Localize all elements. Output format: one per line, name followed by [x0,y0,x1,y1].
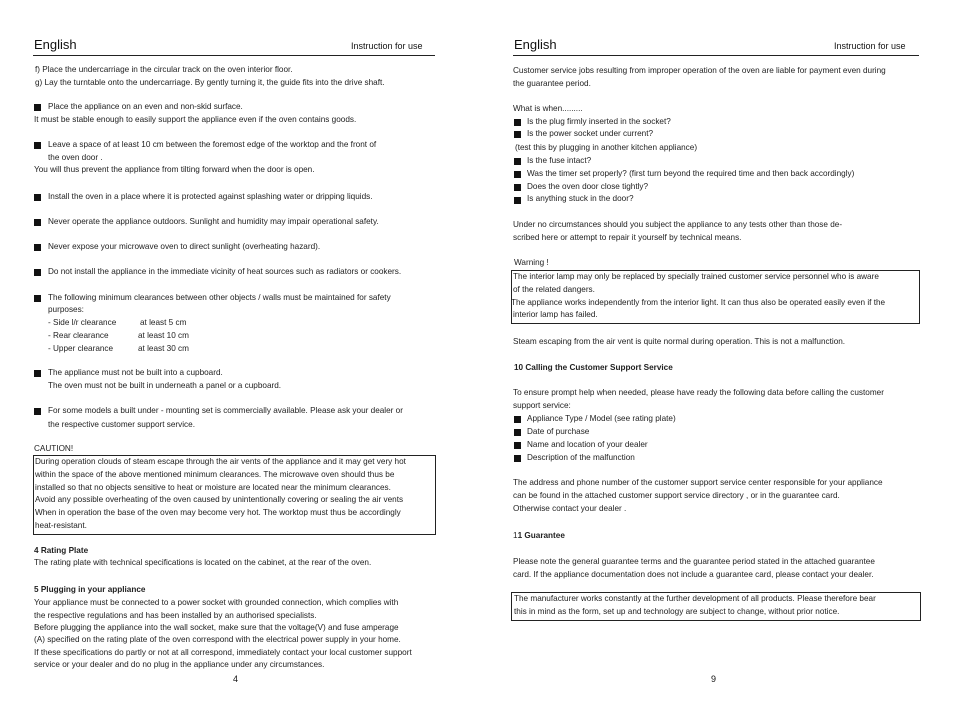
bullet-square-icon [514,429,521,436]
address-line: Otherwise contact your dealer . [513,504,627,513]
warning-line: The appliance works independently from the interior light. It can thus also be operated easily even if the [511,297,886,307]
clearances-intro-2: purposes: [48,305,84,314]
caution-line: During operation clouds of steam escape through the air vents of the appliance and it may get very hot [35,457,406,466]
page-number: 4 [233,674,239,684]
notice-line: this in mind as the form, set up and technology are subject to change, without prior notice. [514,606,840,616]
guarantee-text-2: card. If the appliance documentation does not include a guarantee card, please contact your dealer. [513,570,874,579]
clearances-intro: The following minimum clearances between other objects / walls must be maintained for safety [48,293,391,302]
space-text-3: You will thus prevent the appliance from tilting forward when the door is open. [34,165,315,174]
sunlight-text: Never expose your microwave oven to direct sunlight (overheating hazard). [48,242,321,251]
check-item: Is the fuse intact? [527,156,592,165]
support-intro-2: support service: [513,401,571,410]
warning-box [511,270,920,324]
bullet-square-icon [34,269,41,276]
address-line: The address and phone number of the customer support service center responsible for your appliance [513,478,883,487]
bullet-square-icon [34,408,41,415]
cupboard-text-2: The oven must not be built in underneath a panel or a cupboard. [48,381,282,390]
bullet-square-icon [514,455,521,462]
warning-line: interior lamp has failed. [513,310,598,320]
step-g-text: g) Lay the turntable onto the undercarriage. By gently turning it, the guide fits into the drive shaft. [35,78,385,87]
step-f-text: f) Place the undercarriage in the circular track on the oven interior floor. [35,65,293,74]
bullet-square-icon [34,104,41,111]
bullet-square-icon [514,442,521,449]
clearance-upper-label: - Upper clearance [48,344,114,353]
plugging-line: Before plugging the appliance into the wall socket, make sure that the voltage(V) and fuse amperage [34,623,399,632]
caution-line: within the space of the above mentioned minimum clearances. The microwave oven should thus be [35,469,395,479]
customer-service-text: Customer service jobs resulting from improper operation of the oven are liable for payment even during [513,66,886,75]
customer-service-text-2: the guarantee period. [513,79,591,88]
plugging-line: service or your dealer and do no plug in the appliance under any circumstances. [34,660,325,669]
rating-plate-heading: 4 Rating Plate [34,546,89,555]
space-text: Leave a space of at least 10 cm between the foremost edge of the worktop and the front of [48,140,377,149]
support-heading: 10 Calling the Customer Support Service [514,363,673,372]
placement-text: Place the appliance on an even and non-skid surface. [48,102,243,111]
bullet-square-icon [34,370,41,377]
bullet-square-icon [34,194,41,201]
caution-line: heat-resistant. [35,520,87,530]
bullet-square-icon [514,197,521,204]
warning-line: The interior lamp may only be replaced by specially trained customer service personnel who is aware [513,272,879,281]
plugging-line: the respective regulations and has been installed by an authorised specialists. [34,611,317,620]
check-item: Is the plug firmly inserted in the socket? [527,117,671,126]
check-item: Does the oven door close tightly? [527,182,649,191]
support-item: Name and location of your dealer [527,440,648,449]
no-tests-text-2: scribed here or attempt to repair it yourself by technical means. [513,233,742,242]
caution-line: Avoid any possible overheating of the oven caused by unintentionally covering or sealing the air vents [35,495,404,505]
protected-text: Install the oven in a place where it is protected against splashing water or dripping liquids. [48,192,373,201]
caution-title: CAUTION! [34,444,74,453]
no-tests-text: Under no circumstances should you subject the appliance to any tests other than those de- [513,220,843,229]
support-item: Appliance Type / Model (see rating plate) [527,414,676,423]
mounting-set-text: For some models a built under - mounting set is commercially available. Please ask your dealer or [48,406,403,415]
space-text-2: the oven door . [48,153,103,162]
bullet-square-icon [34,219,41,226]
support-item: Description of the malfunction [527,453,635,462]
bullet-square-icon [34,244,41,251]
caution-line: When in operation the base of the oven may become very hot. The worktop must thus be accordingly [35,508,401,518]
guarantee-heading [513,530,565,543]
steam-text: Steam escaping from the air vent is quite normal during operation. This is not a malfunction. [513,337,846,346]
header-rule [33,55,435,56]
plugging-line: Your appliance must be connected to a power socket with grounded connection, which complies with [34,598,399,607]
address-line: can be found in the attached customer support service directory , or in the guarantee card. [513,491,840,500]
guarantee-heading-text: 1 Guarantee [517,531,565,540]
warning-line: of the related dangers. [513,284,595,294]
clearance-rear-value: at least 10 cm [138,331,189,340]
rating-plate-text: The rating plate with technical specifications is located on the cabinet, at the rear of the oven. [34,558,372,567]
check-item: Was the timer set properly? (first turn beyond the required time and then back accordingly) [527,169,855,178]
bullet-square-icon [514,171,521,178]
page-number: 9 [711,674,717,684]
language-heading: English [514,37,557,52]
instruction-for-use-label: Instruction for use [351,41,423,51]
check-item: Is anything stuck in the door? [527,194,634,203]
mounting-set-text-2: the respective customer support service. [48,420,195,429]
check-note: (test this by plugging in another kitchen appliance) [515,143,698,152]
bullet-square-icon [514,119,521,126]
language-heading: English [34,37,77,52]
cupboard-text: The appliance must not be built into a cupboard. [48,368,223,377]
heat-sources-text: Do not install the appliance in the immediate vicinity of heat sources such as radiators or cookers. [48,267,402,276]
guarantee-text: Please note the general guarantee terms and the guarantee period stated in the attached guarantee [513,557,875,566]
support-item: Date of purchase [527,427,590,436]
warning-title: Warning ! [514,258,549,267]
what-is-when-heading: What is when......... [513,104,583,113]
plugging-heading: 5 Plugging in your appliance [34,585,146,594]
placement-text-2: It must be stable enough to easily support the appliance even if the oven contains goods. [34,115,357,124]
header-rule [513,55,919,56]
caution-box [33,455,436,535]
plugging-line: If these specifications do partly or not at all correspond, immediately contact your local customer support [34,648,412,657]
outdoors-text: Never operate the appliance outdoors. Sunlight and humidity may impair operational safety. [48,217,379,226]
bullet-square-icon [34,295,41,302]
caution-line: installed so that no objects sensitive to heat or moisture are located near the minimum clearances. [35,482,391,492]
right-page [477,0,954,702]
instruction-for-use-label: Instruction for use [834,41,906,51]
guarantee-heading-number: 1 [513,531,518,540]
plugging-line: (A) specified on the rating plate of the oven correspond with the electrical power supply in your home. [34,635,401,644]
support-intro: To ensure prompt help when needed, please have ready the following data before calling the customer [513,388,884,397]
bullet-square-icon [514,416,521,423]
clearance-rear-label: - Rear clearance [48,331,109,340]
notice-line: The manufacturer works constantly at the further development of all products. Please therefore bear [514,594,876,603]
clearance-side-value: at least 5 cm [140,318,187,327]
bullet-square-icon [514,184,521,191]
check-item: Is the power socket under current? [527,129,654,138]
bullet-square-icon [514,131,521,138]
bullet-square-icon [34,142,41,149]
clearance-side-label: - Side l/r clearance [48,318,117,327]
notice-box [511,592,921,621]
bullet-square-icon [514,158,521,165]
clearance-upper-value: at least 30 cm [138,344,189,353]
